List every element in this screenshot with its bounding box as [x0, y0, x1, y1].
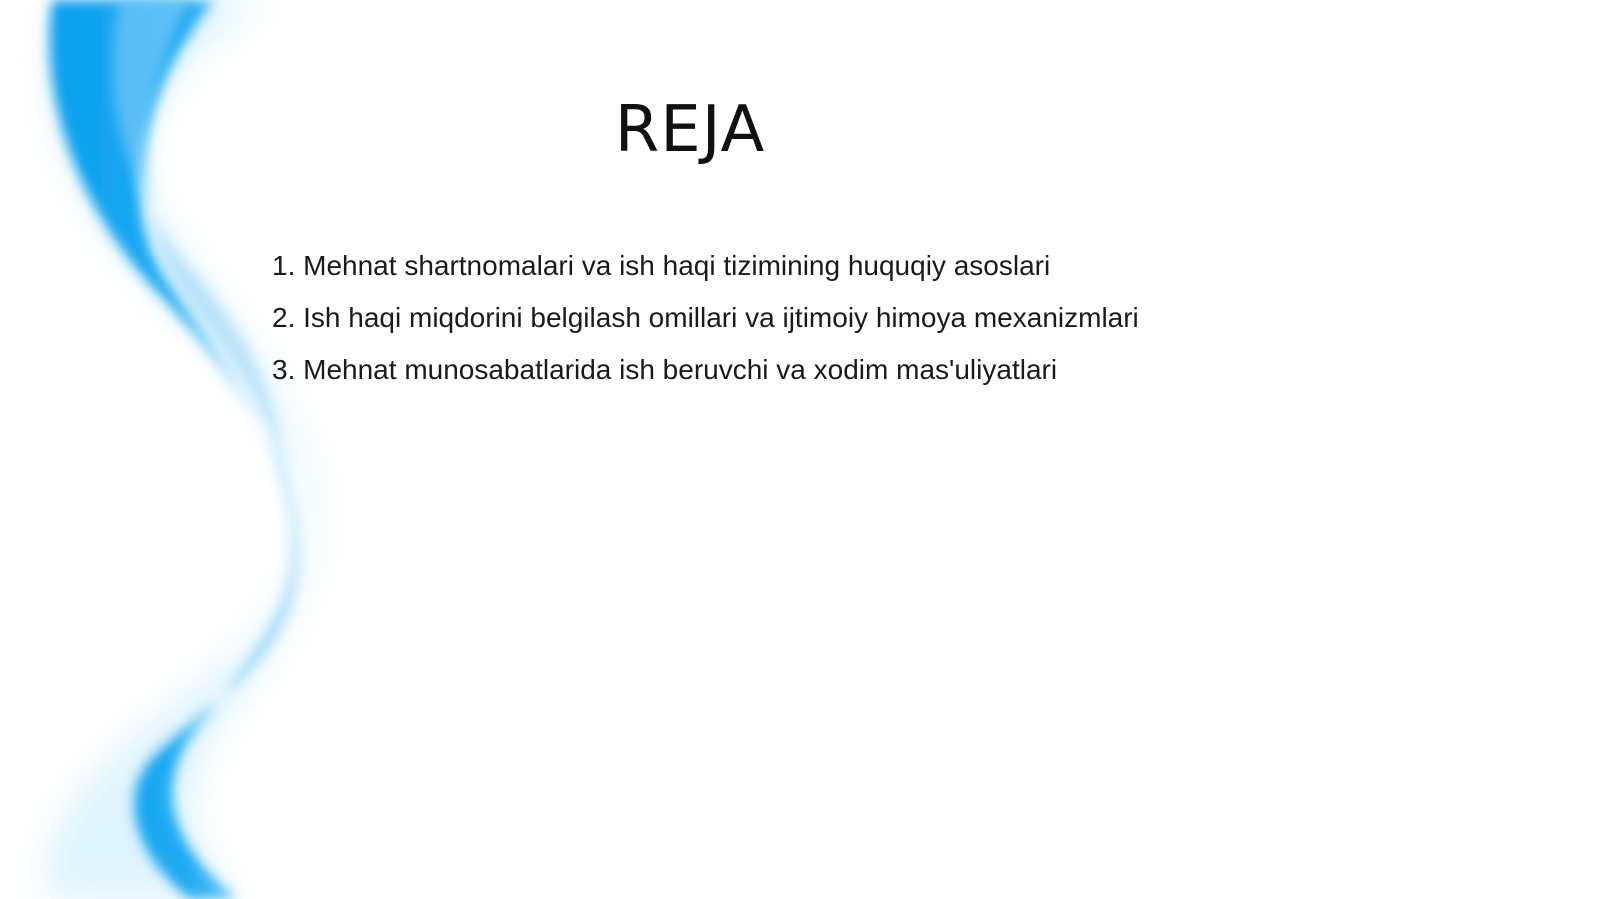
plan-item-number: 3.	[272, 354, 296, 385]
plan-list	[272, 240, 1139, 396]
plan-item-text: Mehnat munosabatlarida ish beruvchi va xodim mas'uliyatlari	[303, 354, 1058, 385]
plan-item-number: 2.	[272, 302, 296, 333]
plan-item-1	[272, 240, 1139, 292]
plan-item-text: Mehnat shartnomalari va ish haqi tizimining huquqiy asoslari	[303, 250, 1051, 281]
plan-item-number: 1.	[272, 250, 296, 281]
plan-item-2	[272, 292, 1139, 344]
plan-item-3	[272, 344, 1139, 396]
slide-title: REJA	[614, 93, 766, 167]
plan-item-text: Ish haqi miqdorini belgilash omillari va ijtimoiy himoya mexanizmlari	[303, 302, 1139, 333]
